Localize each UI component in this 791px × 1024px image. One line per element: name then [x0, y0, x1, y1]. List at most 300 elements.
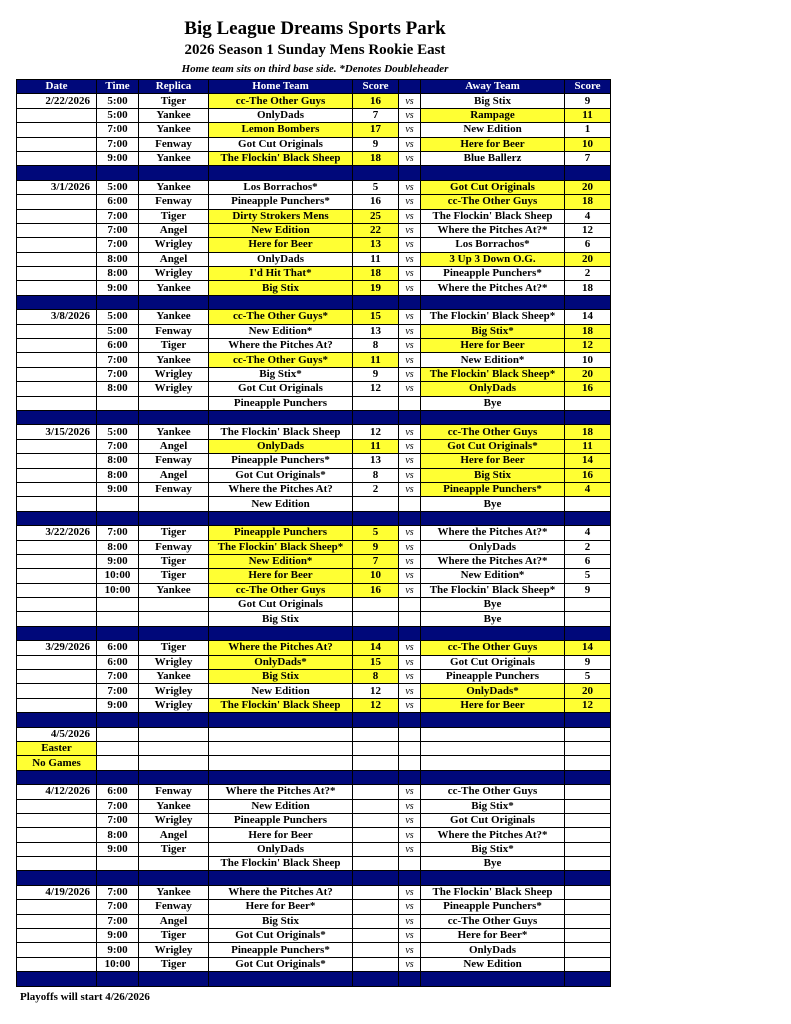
table-row [17, 554, 611, 568]
away-team: Here for Beer* [421, 929, 565, 943]
separator-cell [97, 410, 139, 424]
game-time: 8:00 [97, 454, 139, 468]
away-team: Here for Beer [421, 137, 565, 151]
separator-cell [139, 626, 209, 640]
home-team: Big Stix [209, 612, 353, 626]
field-name: Wrigley [139, 655, 209, 669]
game-time: 5:00 [97, 324, 139, 338]
separator-cell [399, 713, 421, 727]
separator-cell [565, 713, 611, 727]
home-score: 19 [353, 281, 399, 295]
separator-cell [353, 871, 399, 885]
date-cell [17, 439, 97, 453]
date-cell [17, 598, 97, 612]
away-team: Got Cut Originals [421, 180, 565, 194]
game-time: 7:00 [97, 813, 139, 827]
away-score: 12 [565, 339, 611, 353]
separator-cell [209, 972, 353, 986]
game-time: 7:00 [97, 209, 139, 223]
date-cell [17, 454, 97, 468]
away-team: Here for Beer [421, 698, 565, 712]
vs-label: vs [399, 94, 421, 108]
empty-cell [353, 756, 399, 770]
away-team: The Flockin' Black Sheep [421, 885, 565, 899]
game-time: 5:00 [97, 180, 139, 194]
away-score: 6 [565, 238, 611, 252]
table-row [17, 180, 611, 194]
week-separator [17, 713, 611, 727]
vs-label: vs [399, 425, 421, 439]
game-time [97, 497, 139, 511]
game-time: 9:00 [97, 554, 139, 568]
table-row [17, 828, 611, 842]
separator-cell [421, 972, 565, 986]
game-time: 7:00 [97, 353, 139, 367]
vs-label: vs [399, 943, 421, 957]
date-cell [17, 339, 97, 353]
away-score [565, 598, 611, 612]
game-time: 9:00 [97, 698, 139, 712]
field-name: Tiger [139, 209, 209, 223]
empty-cell [421, 756, 565, 770]
separator-cell [565, 166, 611, 180]
home-team: Big Stix [209, 914, 353, 928]
date-cell [17, 209, 97, 223]
away-score: 20 [565, 684, 611, 698]
table-row [17, 698, 611, 712]
empty-cell [565, 727, 611, 741]
separator-cell [97, 511, 139, 525]
game-time: 8:00 [97, 828, 139, 842]
empty-cell [139, 741, 209, 755]
vs-label [399, 857, 421, 871]
col-header-away-score: Score [565, 80, 611, 94]
away-team: Blue Ballerz [421, 151, 565, 165]
separator-cell [139, 410, 209, 424]
separator-cell [421, 511, 565, 525]
home-score [353, 885, 399, 899]
away-score [565, 857, 611, 871]
away-team: Big Stix [421, 94, 565, 108]
date-cell [17, 382, 97, 396]
home-team: Dirty Strokers Mens [209, 209, 353, 223]
away-score: 16 [565, 468, 611, 482]
home-team: OnlyDads* [209, 655, 353, 669]
home-team: New Edition* [209, 554, 353, 568]
vs-label: vs [399, 252, 421, 266]
separator-cell [139, 770, 209, 784]
home-team: cc-The Other Guys* [209, 353, 353, 367]
vs-label: vs [399, 367, 421, 381]
empty-cell [97, 741, 139, 755]
vs-label: vs [399, 310, 421, 324]
date-cell [17, 396, 97, 410]
col-header-home: Home Team [209, 80, 353, 94]
field-name: Angel [139, 914, 209, 928]
game-time [97, 598, 139, 612]
home-team: Los Borrachos* [209, 180, 353, 194]
away-team: Bye [421, 612, 565, 626]
home-team: New Edition [209, 223, 353, 237]
week-separator [17, 295, 611, 309]
table-row [17, 439, 611, 453]
vs-label: vs [399, 813, 421, 827]
game-time: 8:00 [97, 468, 139, 482]
away-team: cc-The Other Guys [421, 195, 565, 209]
vs-label: vs [399, 929, 421, 943]
away-team: The Flockin' Black Sheep [421, 209, 565, 223]
table-row [17, 813, 611, 827]
vs-label: vs [399, 209, 421, 223]
away-team: Pineapple Punchers* [421, 267, 565, 281]
vs-label [399, 497, 421, 511]
table-row [17, 655, 611, 669]
home-score [353, 900, 399, 914]
away-score: 20 [565, 180, 611, 194]
home-score: 5 [353, 180, 399, 194]
vs-label: vs [399, 641, 421, 655]
away-score: 18 [565, 324, 611, 338]
vs-label: vs [399, 684, 421, 698]
table-row [17, 929, 611, 943]
home-team: The Flockin' Black Sheep* [209, 540, 353, 554]
date-cell [17, 267, 97, 281]
away-team: Big Stix* [421, 842, 565, 856]
home-team: OnlyDads [209, 842, 353, 856]
table-row [17, 785, 611, 799]
vs-label: vs [399, 828, 421, 842]
away-score [565, 497, 611, 511]
table-row [17, 353, 611, 367]
home-score: 17 [353, 123, 399, 137]
separator-cell [399, 972, 421, 986]
home-score [353, 914, 399, 928]
vs-label: vs [399, 353, 421, 367]
field-name: Angel [139, 439, 209, 453]
date-cell [17, 108, 97, 122]
home-team: Big Stix [209, 670, 353, 684]
game-time: 9:00 [97, 842, 139, 856]
home-score: 16 [353, 94, 399, 108]
field-name: Angel [139, 468, 209, 482]
away-score [565, 785, 611, 799]
home-team: Got Cut Originals* [209, 929, 353, 943]
date-cell [17, 223, 97, 237]
empty-cell [209, 756, 353, 770]
separator-cell [209, 295, 353, 309]
date-cell [17, 238, 97, 252]
away-team: Where the Pitches At?* [421, 554, 565, 568]
table-row [17, 324, 611, 338]
home-score: 9 [353, 540, 399, 554]
date-cell [17, 799, 97, 813]
away-score [565, 900, 611, 914]
away-team: Bye [421, 396, 565, 410]
table-row [17, 281, 611, 295]
home-score [353, 957, 399, 971]
schedule-body [17, 80, 611, 987]
table-row [17, 842, 611, 856]
table-row [17, 223, 611, 237]
away-score: 9 [565, 583, 611, 597]
field-name [139, 612, 209, 626]
away-score: 12 [565, 223, 611, 237]
vs-label: vs [399, 482, 421, 496]
col-header-vs [399, 80, 421, 94]
game-time: 6:00 [97, 641, 139, 655]
vs-label: vs [399, 914, 421, 928]
away-score: 14 [565, 310, 611, 324]
field-name: Angel [139, 223, 209, 237]
away-team: OnlyDads [421, 382, 565, 396]
table-row [17, 367, 611, 381]
home-score [353, 497, 399, 511]
home-score: 13 [353, 324, 399, 338]
table-row [17, 195, 611, 209]
away-score [565, 929, 611, 943]
vs-label: vs [399, 123, 421, 137]
separator-cell [139, 166, 209, 180]
table-row [17, 684, 611, 698]
date-cell [17, 684, 97, 698]
away-team: Bye [421, 598, 565, 612]
field-name: Wrigley [139, 684, 209, 698]
home-score: 8 [353, 468, 399, 482]
game-time: 8:00 [97, 540, 139, 554]
game-time: 7:00 [97, 900, 139, 914]
separator-cell [17, 511, 97, 525]
game-time [97, 612, 139, 626]
date-cell [17, 353, 97, 367]
field-name [139, 396, 209, 410]
game-time [97, 396, 139, 410]
empty-cell [421, 727, 565, 741]
game-time [97, 857, 139, 871]
vs-label: vs [399, 382, 421, 396]
home-team: The Flockin' Black Sheep [209, 698, 353, 712]
game-time: 6:00 [97, 655, 139, 669]
away-team: cc-The Other Guys [421, 785, 565, 799]
date-cell [17, 468, 97, 482]
empty-cell [399, 756, 421, 770]
home-team: Where the Pitches At? [209, 339, 353, 353]
game-time: 9:00 [97, 929, 139, 943]
table-row [17, 123, 611, 137]
game-time: 10:00 [97, 569, 139, 583]
home-team: Here for Beer* [209, 900, 353, 914]
empty-cell [139, 727, 209, 741]
date-cell [17, 612, 97, 626]
home-score: 12 [353, 382, 399, 396]
home-score: 9 [353, 137, 399, 151]
week-date: 3/8/2026 [17, 310, 97, 324]
home-team: New Edition* [209, 324, 353, 338]
table-row [17, 641, 611, 655]
away-score: 7 [565, 151, 611, 165]
field-name: Tiger [139, 929, 209, 943]
home-team: OnlyDads [209, 108, 353, 122]
field-name: Fenway [139, 540, 209, 554]
away-score: 18 [565, 281, 611, 295]
separator-cell [565, 972, 611, 986]
vs-label: vs [399, 698, 421, 712]
game-time: 8:00 [97, 252, 139, 266]
home-team: Got Cut Originals* [209, 957, 353, 971]
home-score [353, 396, 399, 410]
separator-cell [353, 166, 399, 180]
home-team: The Flockin' Black Sheep [209, 425, 353, 439]
week-date: 3/22/2026 [17, 526, 97, 540]
separator-cell [353, 410, 399, 424]
game-time: 7:00 [97, 914, 139, 928]
page-subtitle: 2026 Season 1 Sunday Mens Rookie East [184, 42, 446, 58]
field-name: Angel [139, 252, 209, 266]
separator-cell [17, 410, 97, 424]
vs-label: vs [399, 900, 421, 914]
field-name: Fenway [139, 900, 209, 914]
field-name: Wrigley [139, 238, 209, 252]
empty-cell [399, 741, 421, 755]
separator-cell [399, 410, 421, 424]
date-cell [17, 655, 97, 669]
field-name: Yankee [139, 670, 209, 684]
vs-label: vs [399, 842, 421, 856]
table-row [17, 209, 611, 223]
vs-label: vs [399, 151, 421, 165]
game-time: 8:00 [97, 382, 139, 396]
away-team: Big Stix* [421, 799, 565, 813]
home-team: Pineapple Punchers* [209, 195, 353, 209]
away-score [565, 799, 611, 813]
home-team: Where the Pitches At?* [209, 785, 353, 799]
week-date: 3/29/2026 [17, 641, 97, 655]
col-header-home-score: Score [353, 80, 399, 94]
away-team: Pineapple Punchers* [421, 900, 565, 914]
separator-cell [97, 871, 139, 885]
separator-cell [209, 871, 353, 885]
empty-cell [353, 727, 399, 741]
vs-label: vs [399, 324, 421, 338]
field-name: Wrigley [139, 813, 209, 827]
table-row [17, 108, 611, 122]
game-time: 5:00 [97, 108, 139, 122]
date-cell [17, 281, 97, 295]
week-separator [17, 871, 611, 885]
home-score [353, 785, 399, 799]
vs-label: vs [399, 195, 421, 209]
away-team: Where the Pitches At?* [421, 526, 565, 540]
separator-cell [399, 295, 421, 309]
separator-cell [209, 511, 353, 525]
empty-cell [97, 727, 139, 741]
field-name: Yankee [139, 108, 209, 122]
separator-cell [421, 626, 565, 640]
home-score: 2 [353, 482, 399, 496]
vs-label: vs [399, 799, 421, 813]
away-team: The Flockin' Black Sheep* [421, 367, 565, 381]
date-cell [17, 554, 97, 568]
away-score [565, 885, 611, 899]
away-team: Got Cut Originals [421, 813, 565, 827]
away-score: 16 [565, 382, 611, 396]
home-team: Here for Beer [209, 569, 353, 583]
separator-cell [353, 713, 399, 727]
separator-cell [209, 770, 353, 784]
away-team: Rampage [421, 108, 565, 122]
game-time: 9:00 [97, 281, 139, 295]
away-score [565, 828, 611, 842]
field-name: Yankee [139, 123, 209, 137]
home-team: Big Stix [209, 281, 353, 295]
away-team: New Edition [421, 957, 565, 971]
vs-label: vs [399, 569, 421, 583]
field-name: Angel [139, 828, 209, 842]
date-cell [17, 857, 97, 871]
away-team: The Flockin' Black Sheep* [421, 583, 565, 597]
date-cell [17, 252, 97, 266]
away-score: 14 [565, 641, 611, 655]
table-row [17, 885, 611, 899]
field-name: Yankee [139, 885, 209, 899]
date-cell [17, 957, 97, 971]
home-score: 15 [353, 310, 399, 324]
field-name: Fenway [139, 785, 209, 799]
away-score: 6 [565, 554, 611, 568]
home-score: 25 [353, 209, 399, 223]
table-row [17, 598, 611, 612]
playoffs-note: Playoffs will start 4/26/2026 [20, 991, 150, 1003]
empty-cell [139, 756, 209, 770]
date-cell [17, 367, 97, 381]
date-cell [17, 828, 97, 842]
away-team: Here for Beer [421, 454, 565, 468]
game-time: 7:00 [97, 885, 139, 899]
week-date: 4/12/2026 [17, 785, 97, 799]
home-team: cc-The Other Guys [209, 94, 353, 108]
table-row [17, 497, 611, 511]
away-team: Here for Beer [421, 339, 565, 353]
home-score [353, 813, 399, 827]
game-time: 9:00 [97, 943, 139, 957]
away-score: 20 [565, 367, 611, 381]
date-cell [17, 670, 97, 684]
field-name: Tiger [139, 526, 209, 540]
game-time: 7:00 [97, 238, 139, 252]
table-row [17, 741, 611, 755]
vs-label: vs [399, 223, 421, 237]
date-cell [17, 900, 97, 914]
away-score: 12 [565, 698, 611, 712]
vs-label: vs [399, 108, 421, 122]
vs-label: vs [399, 655, 421, 669]
away-score: 20 [565, 252, 611, 266]
away-team: Where the Pitches At?* [421, 281, 565, 295]
away-team: Bye [421, 497, 565, 511]
vs-label: vs [399, 267, 421, 281]
empty-cell [209, 741, 353, 755]
field-name: Yankee [139, 425, 209, 439]
home-team: cc-The Other Guys* [209, 310, 353, 324]
home-team: Here for Beer [209, 238, 353, 252]
separator-cell [17, 972, 97, 986]
table-row [17, 267, 611, 281]
table-row [17, 238, 611, 252]
game-time: 7:00 [97, 526, 139, 540]
away-score [565, 943, 611, 957]
vs-label: vs [399, 670, 421, 684]
home-score: 7 [353, 554, 399, 568]
separator-cell [97, 713, 139, 727]
